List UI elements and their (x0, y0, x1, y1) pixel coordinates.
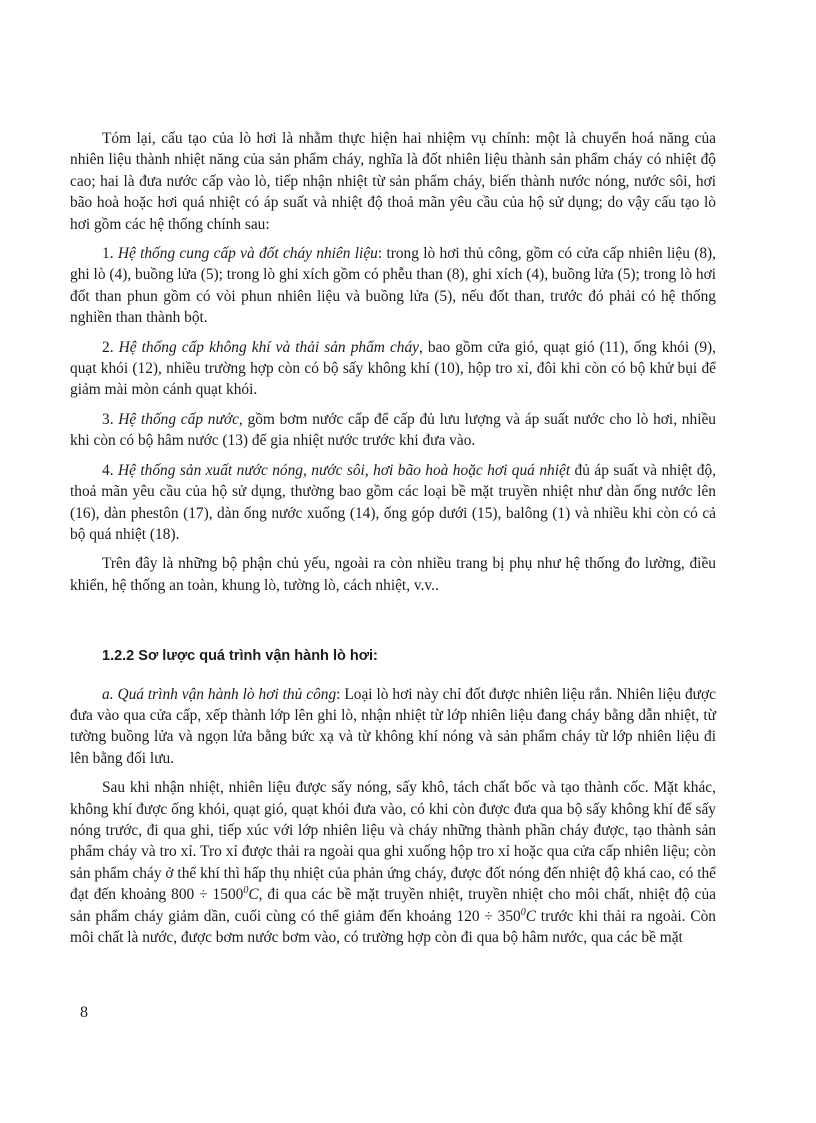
subsection-title: a. Quá trình vận hành lò hơi thủ công (102, 685, 337, 703)
item-number: 3. (102, 410, 119, 428)
page-number: 8 (80, 1004, 88, 1021)
text-run: Sau khi nhận nhiệt, nhiên liệu được sấy nóng, sấy khô, tách chất bốc và tạo thành cốc. Mặt khác, không khí được ống khói, quạt gió, quạt khói đưa vào, có khi còn được đưa qua bộ sấy không khí để sấy nóng trước, đi qua ghi, tiếp xúc với lớp nhiên liệu và cháy những thành phần cháy được, tạo thành sản phẩm cháy và tro xỉ. Tro xỉ được thải ra ngoài qua ghi xuống hộp tro xỉ hoặc qua cửa cấp nhiên liệu; còn sản phẩm cháy ở thể khí thì hấp thụ nhiệt của phản ứng cháy, được đốt nóng đến nhiệt độ khá cao, có thể đạt đến khoảng (70, 779, 716, 904)
paragraph-system-2 (70, 337, 716, 401)
item-title-water-system: Hệ thống cấp nước (118, 410, 239, 428)
item-number: 2. (102, 338, 119, 356)
paragraph-system-1 (70, 243, 716, 329)
section-heading: 1.2.2 Sơ lược quá trình vận hành lò hơi: (102, 648, 378, 665)
paragraph-combustion-process (70, 777, 716, 948)
temperature-range: 120 ÷ 350 (456, 907, 521, 925)
paragraph-intro: Tóm lại, cấu tạo của lò hơi là nhằm thực hiện hai nhiệm vụ chính: một là chuyển hoá năng của nhiên liệu thành nhiệt năng của sản phẩm cháy, nghĩa là đốt nhiên liệu thành sản phẩm cháy có nhiệt độ cao; hai là đưa nước cấp vào lò, tiếp nhận nhiệt từ sản phẩm cháy, biến thành nước nóng, nước sôi, hơi bão hoà hoặc hơi quá nhiệt có áp suất và nhiệt độ thoả mãn yêu cầu của hộ sử dụng; do vậy cấu tạo lò hơi gồm các hệ thống chính sau: (70, 130, 716, 233)
item-text: , gồm bơm nước cấp để cấp đủ lưu lượng và áp suất nước cho lò hơi, nhiều khi còn có bộ hâm nước (13) để gia nhiệt nước trước khi đưa vào. (70, 410, 716, 450)
item-number: 4. (102, 461, 118, 479)
item-number: 1. (102, 245, 118, 263)
degree-mark: 0 (243, 885, 249, 897)
unit: C (248, 886, 259, 904)
item-title-air-system: Hệ thống cấp không khí và thải sản phẩm cháy (118, 338, 420, 356)
item-text: đủ áp suất và nhiệt độ, thoả mãn yêu cầu của hộ sử dụng, thường bao gồm các loại bề mặt truyền nhiệt như dàn ống nước lên (16), dàn phestôn (17), dàn ống nước xuống (14), ống góp dưới (15), balông (1) và nhiều khi còn có cả bộ quá nhiệt (18). (70, 461, 717, 543)
paragraph-system-3 (70, 409, 716, 452)
text-run: trước khi thải ra ngoài. Còn môi chất là nước, được bơm nước bơm vào, có trường hợp còn đi qua bộ hâm nước, qua các bề mặt (70, 907, 716, 946)
item-title-fuel-system: Hệ thống cung cấp và đốt cháy nhiên liệu (117, 245, 378, 263)
subsection-text: : Loại lò hơi này chỉ đốt được nhiên liệu rắn. Nhiên liệu được đưa vào qua cửa cấp, xếp thành lớp lên ghi lò, nhận nhiệt từ lớp nhiên liệu đang cháy bằng dẫn nhiệt, từ tường buồng lửa và ngọn lửa bằng bức xạ và từ không khí nóng và sản phẩm cháy từ lớp nhiên liệu đi lên bằng đối lưu. (70, 685, 716, 767)
degree-mark: 0 (520, 906, 526, 918)
unit: C (525, 907, 536, 925)
text-run: , đi qua các bề mặt truyền nhiệt, truyền nhiệt cho môi chất, nhiệt độ của sản phẩm cháy giảm dần, cuối cùng có thể giảm đến khoảng (70, 886, 716, 925)
paragraph-system-4 (70, 460, 716, 546)
item-text: , bao gồm cửa gió, quạt gió (11), ống khói (9), quạt khói (12), nhiều trường hợp còn có bộ sấy không khí (10), hộp tro xỉ, đôi khi còn có bộ khử bụi để giảm mài mòn cánh quạt khói. (70, 338, 717, 399)
temperature-range: 800 ÷ 1500 (171, 886, 244, 904)
body-text (70, 128, 716, 948)
item-text: : trong lò hơi thủ công, gồm có cửa cấp nhiên liệu (8), ghi lò (4), buồng lửa (5); trong lò ghi xích gồm có phễu than (8), ghi xích (4), buồng lửa (5); trong lò hơi đốt than phun gồm có vòi phun nhiên liệu và buồng lửa (5), nếu đốt than, trước đó phải có hệ thống nghiền than thành bột. (70, 245, 717, 327)
paragraph-manual-operation (70, 684, 716, 770)
item-title-steam-system: Hệ thống sản xuất nước nóng, nước sôi, hơi bão hoà hoặc hơi quá nhiệt (118, 461, 571, 479)
paragraph-summary: Trên đây là những bộ phận chủ yếu, ngoài ra còn nhiều trang bị phụ như hệ thống đo lường, điều khiển, hệ thống an toàn, khung lò, tường lò, cách nhiệt, v.v.. (70, 555, 716, 594)
